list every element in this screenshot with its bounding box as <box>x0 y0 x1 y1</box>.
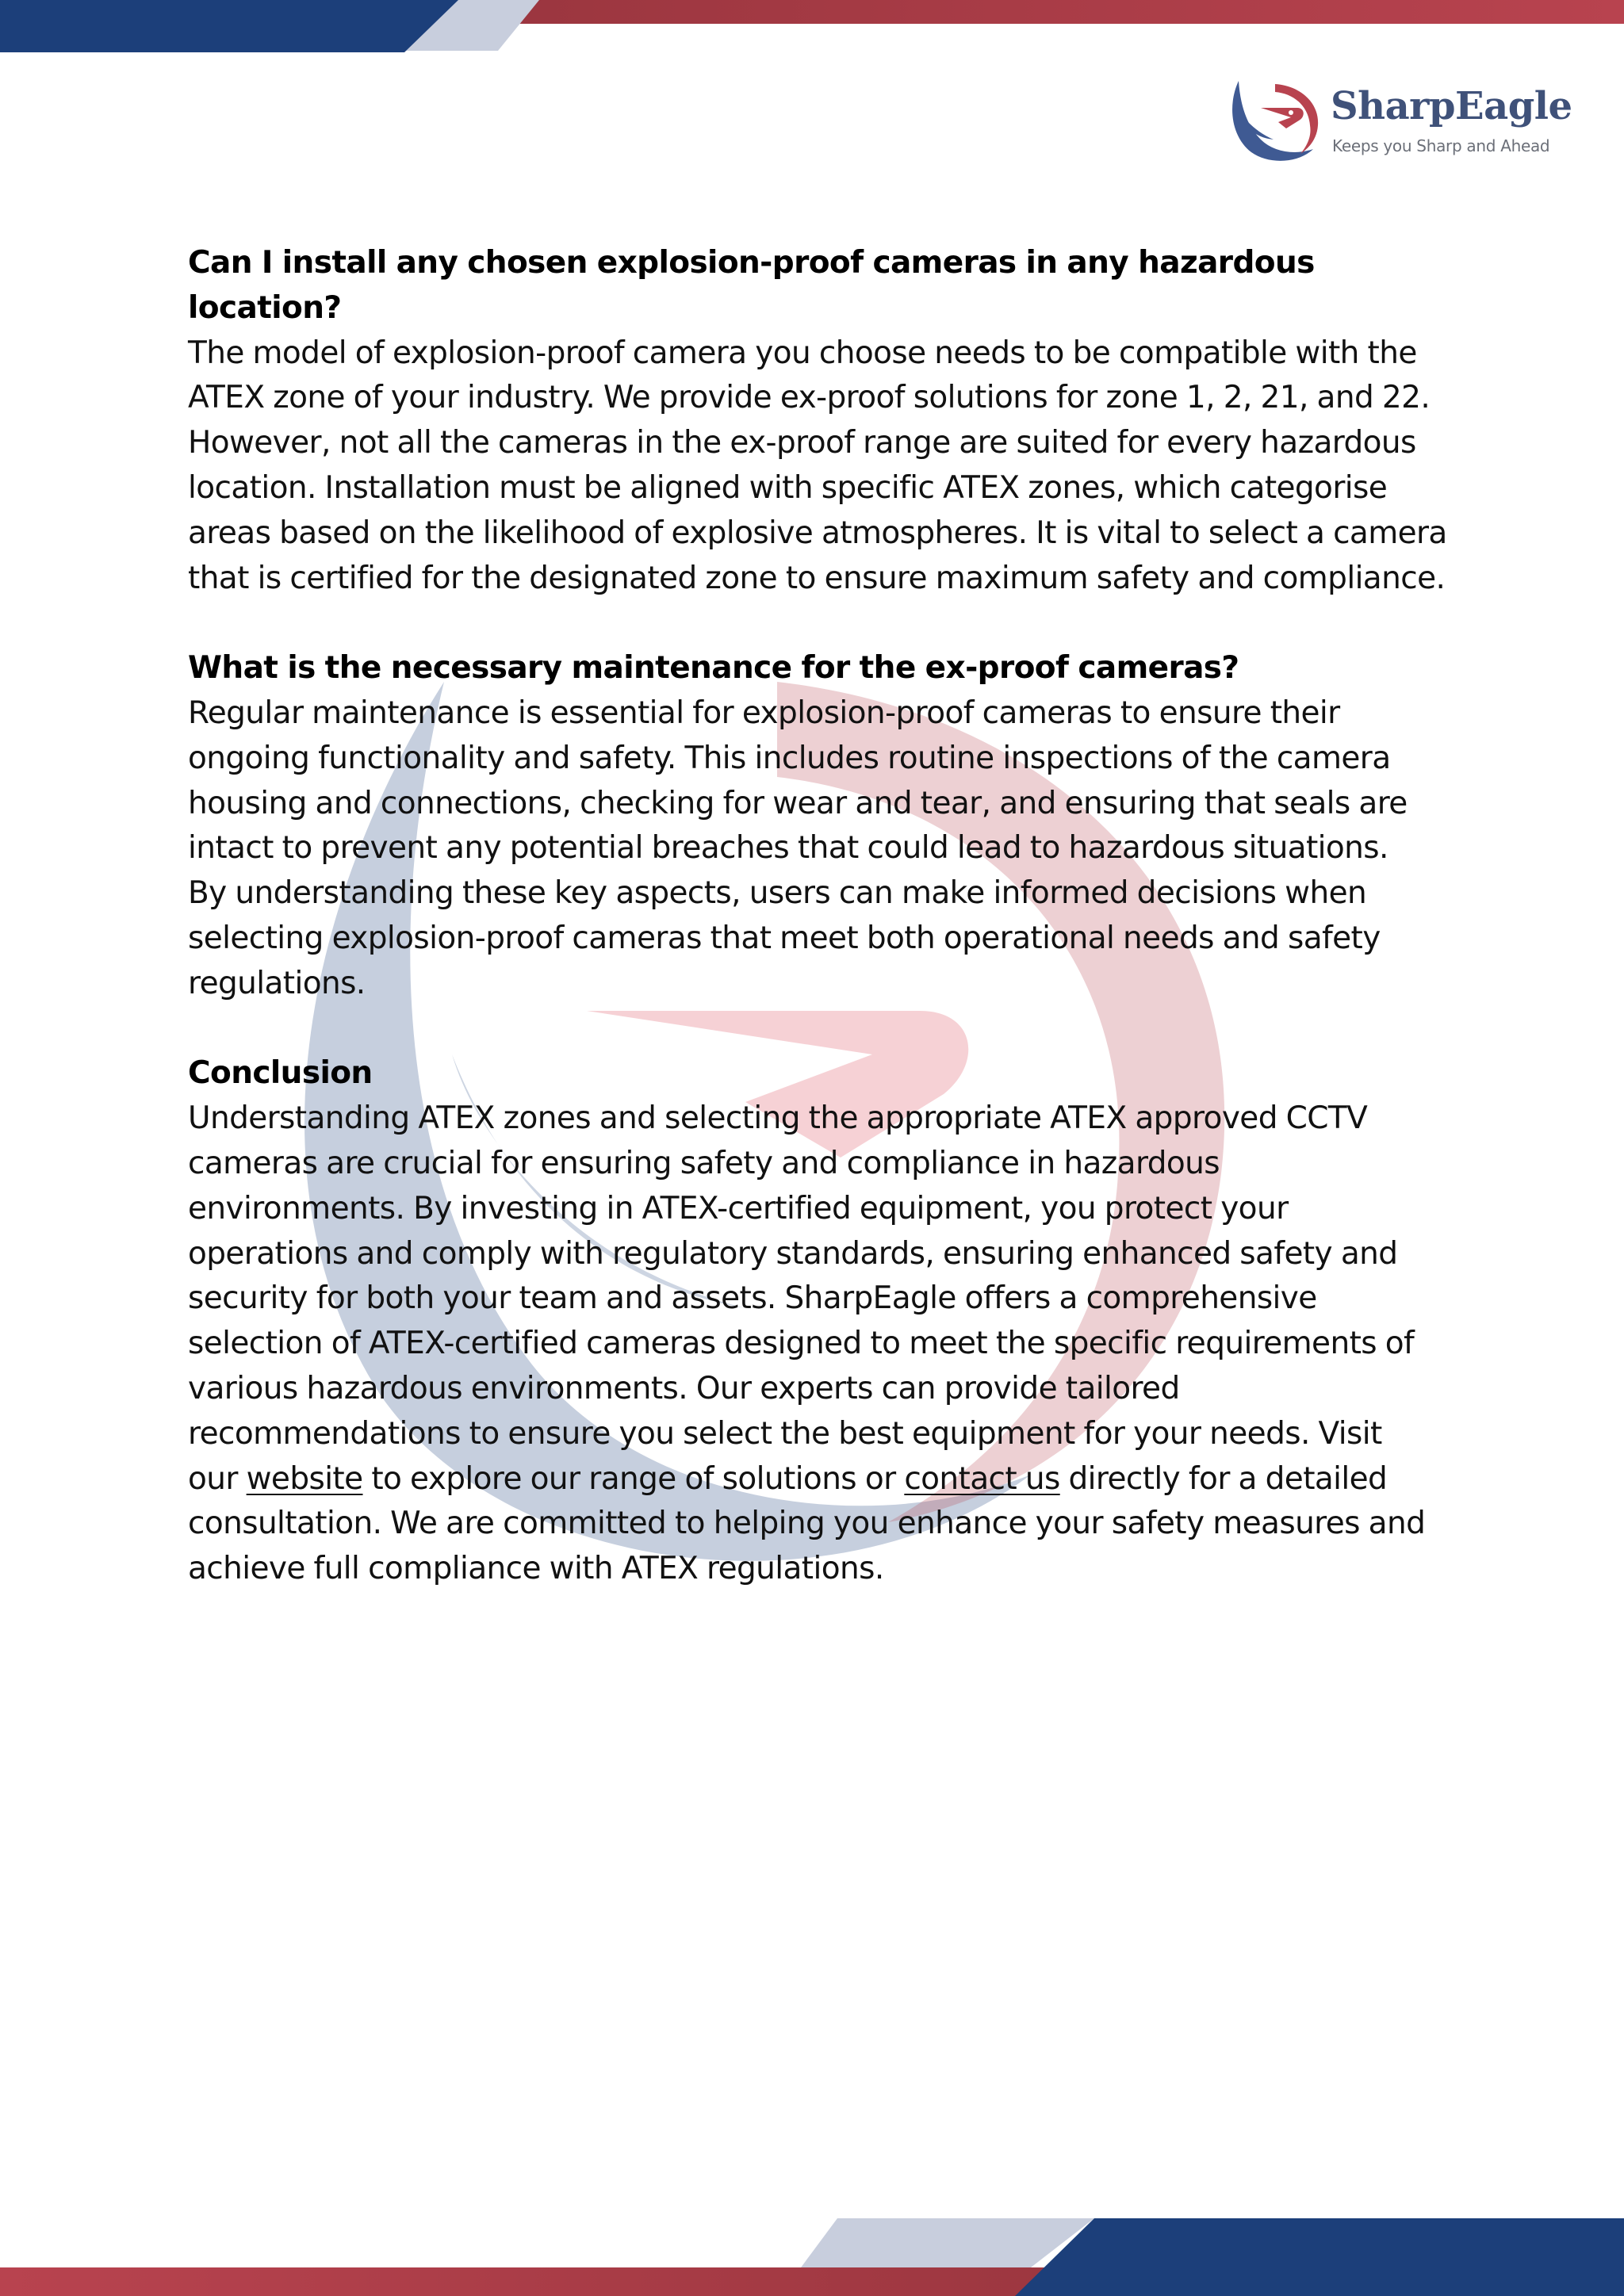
header-red-band <box>0 0 1624 24</box>
text-fragment: directly for a detailed <box>1059 1460 1388 1497</box>
section-heading: Conclusion <box>188 1055 373 1092</box>
section-paragraph <box>188 1096 1441 1592</box>
section-heading: Can I install any chosen explosion-proof cameras in any hazardous location? <box>188 245 1315 326</box>
paragraph-line: recommendations to ensure you select the best equipment for your needs. Visit <box>188 1415 1382 1452</box>
faq-section-installation <box>188 241 1447 601</box>
paragraph-line: selecting explosion-proof cameras that meet both operational needs and safety <box>188 920 1381 956</box>
paragraph-line: that is certified for the designated zone to ensure maximum safety and compliance. <box>188 560 1446 596</box>
paragraph-line: The model of explosion-proof camera you choose needs to be compatible with the <box>188 335 1417 371</box>
paragraph-line: security for both your team and assets. SharpEagle offers a comprehensive <box>188 1280 1317 1317</box>
paragraph-line: environments. By investing in ATEX-certified equipment, you protect your <box>188 1190 1289 1226</box>
paragraph-line-with-links <box>188 1457 1441 1502</box>
text-fragment: our <box>188 1460 247 1497</box>
paragraph-line: consultation. We are committed to helping you enhance your safety measures and <box>188 1506 1426 1542</box>
paragraph-line: various hazardous environments. Our experts can provide tailored <box>188 1370 1180 1406</box>
footer-red-band <box>0 2267 1624 2296</box>
paragraph-line: By understanding these key aspects, users can make informed decisions when <box>188 875 1367 912</box>
paragraph-line: Understanding ATEX zones and selecting the appropriate ATEX approved CCTV <box>188 1100 1368 1137</box>
contact-us-link[interactable]: contact us <box>904 1460 1060 1497</box>
section-paragraph <box>188 691 1441 1007</box>
paragraph-line: areas based on the likelihood of explosive atmospheres. It is vital to select a camera <box>188 515 1447 551</box>
header-navy-block <box>0 0 458 52</box>
paragraph-line: intact to prevent any potential breaches that could lead to hazardous situations. <box>188 830 1388 867</box>
footer-light-stripe <box>801 2218 1094 2267</box>
paragraph-line: cameras are crucial for ensuring safety and compliance in hazardous <box>188 1145 1220 1181</box>
document-body <box>188 241 1447 1637</box>
paragraph-line: ATEX zone of your industry. We provide ex-proof solutions for zone 1, 2, 21, and 22. <box>188 380 1431 416</box>
brand-tagline: Keeps you Sharp and Ahead <box>1332 136 1550 155</box>
section-paragraph <box>188 331 1447 602</box>
paragraph-line: selection of ATEX-certified cameras designed to meet the specific requirements of <box>188 1326 1415 1362</box>
brand-logo <box>1228 76 1572 171</box>
paragraph-line: location. Installation must be aligned with specific ATEX zones, which categorise <box>188 469 1388 506</box>
paragraph-line: operations and comply with regulatory standards, ensuring enhanced safety and <box>188 1235 1398 1272</box>
paragraph-line: ongoing functionality and safety. This includes routine inspections of the camera <box>188 740 1391 776</box>
paragraph-line: achieve full compliance with ATEX regulations. <box>188 1551 884 1587</box>
website-link[interactable]: website <box>246 1460 363 1497</box>
paragraph-line: regulations. <box>188 965 366 1001</box>
paragraph-line: Regular maintenance is essential for explosion-proof cameras to ensure their <box>188 695 1340 731</box>
footer-navy-block <box>1015 2218 1624 2296</box>
paragraph-line: housing and connections, checking for wear and tear, and ensuring that seals are <box>188 785 1408 821</box>
eagle-logo-icon <box>1228 76 1326 165</box>
brand-name: SharpEagle <box>1331 84 1572 128</box>
faq-section-maintenance <box>188 646 1441 1006</box>
paragraph-line: However, not all the cameras in the ex-proof range are suited for every hazardous <box>188 425 1416 461</box>
conclusion-section <box>188 1051 1441 1592</box>
text-fragment: to explore our range of solutions or <box>362 1460 905 1497</box>
section-heading: What is the necessary maintenance for the ex-proof cameras? <box>188 650 1239 687</box>
header-light-stripe <box>396 0 539 51</box>
